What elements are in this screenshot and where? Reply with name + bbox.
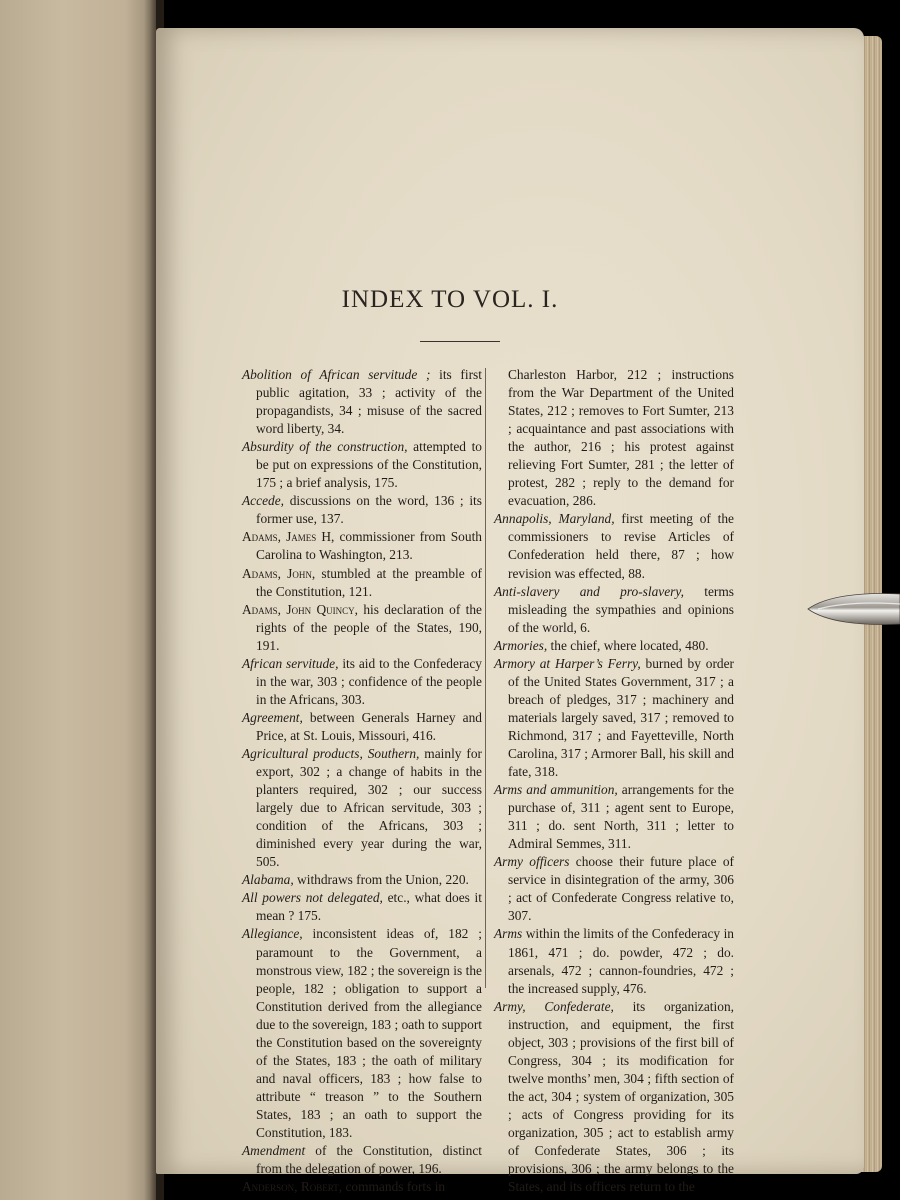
index-entry-heading: Adams, James H, <box>242 529 335 545</box>
index-entry <box>494 655 734 781</box>
index-entry-text: the chief, where located, 480. <box>547 637 709 653</box>
index-entry-heading: Army officers <box>494 854 570 870</box>
index-column-right <box>494 366 734 1196</box>
index-entry-text: of the Constitution, distinct from the delegation of power, 196. <box>256 1143 482 1177</box>
index-entry-heading: Agreement, <box>242 709 303 725</box>
index-entry <box>242 1178 482 1196</box>
index-entry-text: withdraws from the Union, 220. <box>293 872 469 888</box>
index-entry-text: first meeting of the commissioners to revise Articles of Confederation held there, 87 ; how revision was effected, 88. <box>508 511 734 581</box>
index-entry-heading: Amendment <box>242 1143 306 1159</box>
index-entry-text: his declaration of the rights of the people of the States, 190, 191. <box>256 601 483 653</box>
index-entry-text: discussions on the word, 136 ; its former use, 137. <box>256 493 482 527</box>
index-entry <box>494 925 734 997</box>
index-entry-heading: Adams, John, <box>242 565 316 581</box>
index-entry <box>242 889 482 925</box>
index-entry <box>242 709 482 745</box>
index-entry <box>494 510 734 582</box>
index-entry <box>242 1142 482 1178</box>
index-entry-text: its organization, instruction, and equipment, the first object, 303 ; provisions of the first bill of Congress, 304 ; its modification for twelve months’ men, 304 ; fifth section of the act, 304 ; system of organization, 305 ; acts of Congress providing for its organization, 305 ; act to establish army of Confederate States, 306 ; its provisions, 306 ; the army belongs to the States, and its officers return to the <box>508 998 734 1195</box>
index-entry <box>242 366 482 438</box>
metal-bookmark <box>806 588 900 630</box>
index-entry <box>242 438 482 492</box>
left-page <box>0 0 156 1200</box>
index-entry-heading: Accede, <box>242 493 284 509</box>
index-entry-heading: Allegiance, <box>242 926 303 942</box>
column-divider <box>485 368 486 988</box>
index-entry-heading: Armory at Harper’s Ferry, <box>494 655 641 671</box>
index-entry <box>242 745 482 871</box>
index-entry-text: commands forts in <box>342 1179 446 1195</box>
index-entry-heading: All powers not delegated, <box>242 890 383 906</box>
index-entry <box>494 853 734 925</box>
index-entry-text: stumbled at the preamble of the Constitution, 121. <box>256 565 482 599</box>
index-entry <box>494 781 734 853</box>
index-entry <box>242 925 482 1142</box>
index-entry-heading: Abolition of African servitude ; <box>242 367 431 382</box>
index-entry-text: its aid to the Confederacy in the war, 303 ; confidence of the people in the Africans, 303. <box>256 655 482 707</box>
index-entry-heading: Anti-slavery and pro-slavery, <box>494 583 684 599</box>
index-entry <box>494 583 734 637</box>
index-entry <box>494 637 734 655</box>
index-entry-text: commissioner from South Carolina to Washington, 213. <box>256 529 482 563</box>
index-entry-text: arrangements for the purchase of, 311 ; agent sent to Europe, 311 ; do. sent North, 311 ; letter to Admiral Semmes, 311. <box>508 782 734 852</box>
index-entry-heading: Annapolis, Maryland, <box>494 511 615 527</box>
index-entry-heading: Absurdity of the construction, <box>242 439 408 455</box>
index-title: INDEX TO VOL. I. <box>341 286 559 313</box>
index-entry <box>494 366 734 510</box>
index-entry-heading: Armories, <box>494 637 548 653</box>
index-entry-heading: Alabama, <box>242 872 294 888</box>
index-entry-text: between Generals Harney and Price, at St. Louis, Missouri, 416. <box>256 709 482 743</box>
index-entry-heading: Anderson, Robert, <box>242 1179 343 1195</box>
index-entry-text: etc., what does it mean ? 175. <box>256 890 482 924</box>
index-entry-heading: Agricultural products, Southern, <box>242 745 420 761</box>
index-entry <box>494 998 734 1197</box>
title-rule <box>420 341 500 342</box>
index-entry-text: within the limits of the Confederacy in 1861, 471 ; do. powder, 472 ; do. arsenals, 472 ; cannon-foundries, 472 ; the increased supply, 476. <box>508 926 734 996</box>
index-entry <box>242 601 482 655</box>
index-entry-heading: Arms and ammunition, <box>494 782 618 798</box>
index-entry-text: burned by order of the United States Government, 317 ; a breach of pledges, 317 ; machinery and materials largely saved, 317 ; removed to Richmond, 317 ; and Fayetteville, North Carolina, 317 ; Armorer Ball, his skill and fate, 318. <box>508 655 734 780</box>
index-entry-text: attempted to be put on expressions of the Constitution, 175 ; a brief analysis, 175. <box>256 439 482 491</box>
index-entry-text: inconsistent ideas of, 182 ; paramount to the Government, a monstrous view, 182 ; the sovereign is the people, 182 ; obligation to support a Constitution derived from the allegiance due to the sovereign, 183 ; oath to support the Constitution based on the sovereignty of the States, 183 ; the oath of military and naval officers, 183 ; how false to attribute “ treason ” to the Southern States, 183 ; an oath to support the Constitution, 183. <box>256 926 482 1140</box>
index-entry-text: choose their future place of service in disintegration of the army, 306 ; act of Confederate Congress relative to, 307. <box>508 854 734 924</box>
index-entry <box>242 871 482 889</box>
index-entry-heading: Adams, John Quincy, <box>242 601 358 617</box>
index-entry-heading: African servitude, <box>242 655 339 671</box>
index-entry <box>242 565 482 601</box>
index-entry-heading: Army, Confederate, <box>494 998 614 1014</box>
index-entry-heading: Arms <box>494 926 523 942</box>
index-entry <box>242 655 482 709</box>
index-column-left <box>242 366 482 1196</box>
index-entry-text: mainly for export, 302 ; a change of habits in the planters required, 302 ; our success largely due to African servitude, 303 ; condition of the Africans, 303 ; diminished every year during the war, 505. <box>256 745 482 870</box>
index-entry-text: Charleston Harbor, 212 ; instructions from the War Department of the United States, 212 ; removes to Fort Sumter, 213 ; acquaintance and past associations with the author, 216 ; his protest against relieving Fort Sumter, 281 ; the letter of protest, 282 ; reply to the demand for evacuation, 286. <box>508 367 734 509</box>
index-entry-text: its first public agitation, 33 ; activity of the propagandists, 34 ; misuse of the sacred word liberty, 34. <box>256 367 482 437</box>
index-entry <box>242 492 482 528</box>
index-entry-text: terms misleading the sympathies and opinions of the world, 6. <box>508 583 734 635</box>
index-entry <box>242 528 482 564</box>
